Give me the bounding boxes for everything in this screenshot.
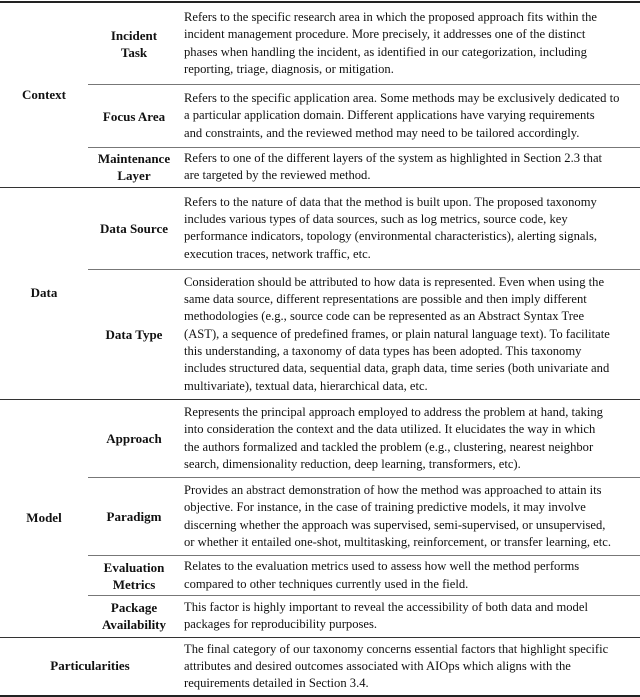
description-line: includes various types of data sources, such as log metrics, source code, key [184, 211, 568, 226]
description-line: objective. For instance, in the case of training predictive models, it may involve [184, 500, 586, 515]
description-line: Provides an abstract demonstration of how the method was approached to attain its [184, 483, 602, 498]
description-line: discerning whether the approach was supervised, semi-supervised, or unsupervised, [184, 517, 606, 532]
subcategory-cell [88, 478, 180, 556]
subcategory-label: Layer [117, 168, 151, 184]
table-row [0, 148, 640, 188]
description-line: Relates to the evaluation metrics used to assess how well the method performs [184, 559, 580, 574]
subcategory-label: Task [120, 44, 148, 60]
description-line: Refers to one of the different layers of the system as highlighted in Section 2.3 that [184, 151, 603, 166]
description-line: Refers to the nature of data that the method is built upon. The proposed taxonomy [184, 194, 597, 209]
category-cell: Context [21, 86, 67, 102]
taxonomy-table [0, 1, 640, 697]
subcategory-cell [88, 85, 180, 148]
description-cell [180, 269, 640, 399]
description-line: this understanding, a taxonomy of data types has been adopted. This taxonomy [184, 344, 582, 359]
description-cell [180, 399, 640, 477]
table-row [0, 556, 640, 596]
description-line: and constraints, and the reviewed method may need to be tailored accordingly. [184, 125, 580, 140]
table-row [0, 399, 640, 477]
table-row [0, 595, 640, 637]
description-cell [180, 2, 640, 85]
description-cell [180, 85, 640, 148]
description-line: Represents the principal approach employed to address the problem at hand, taking [184, 404, 603, 419]
subcategory-label: Data Source [99, 220, 168, 236]
description-cell [180, 187, 640, 269]
description-line: compared to other techniques currently used in the field. [184, 576, 469, 591]
description-cell [180, 595, 640, 637]
subcategory-label: Incident [110, 27, 158, 43]
description-line: This factor is highly important to reveal the accessibility of both data and model [184, 599, 588, 614]
description-line: packages for reproducibility purposes. [184, 617, 378, 632]
description-line: reporting, triage, diagnosis, or mitigation. [184, 61, 394, 76]
description-line: into consideration the context and the data utilized. It elucidates the way in which [184, 422, 596, 437]
subcategory-label: Metrics [112, 576, 156, 592]
description-line: attributes and desired outcomes associated with AIOps which aligns with the [184, 658, 571, 673]
subcategory-cell [88, 148, 180, 188]
category-cell: Particularities [0, 637, 180, 696]
subcategory-label: Approach [106, 431, 162, 447]
subcategory-cell [88, 269, 180, 399]
description-line: search, dimensionality reduction, deep learning, transformers, etc). [184, 456, 521, 471]
description-line: includes structured data, sequential data, graph data, time series (both univariate and [184, 361, 610, 376]
subcategory-label: Maintenance [97, 151, 171, 167]
description-line: requirements detailed in Section 3.4. [184, 676, 369, 691]
category-cell: Model [0, 399, 88, 637]
description-line: same data source, different representations are possible and then imply different [184, 292, 587, 307]
subcategory-cell [88, 595, 180, 637]
description-line: are targeted by the reviewed method. [184, 168, 371, 183]
subcategory-label: Focus Area [102, 108, 166, 124]
description-line: methodologies (e.g., source code can be represented as an Abstract Syntax Tree [184, 309, 585, 324]
subcategory-label: Paradigm [106, 509, 162, 525]
description-line: performance indicators, topology (environmental characteristics), alerting signals, [184, 229, 597, 244]
description-cell [180, 478, 640, 556]
description-line: execution traces, network traffic, etc. [184, 246, 371, 261]
description-line: multivariate), textual data, hierarchical data, etc. [184, 378, 428, 393]
subcategory-cell [88, 399, 180, 477]
table-row [0, 637, 640, 696]
subcategory-label: Data Type [105, 326, 163, 342]
description-line: Refers to the specific research area in which the proposed approach fits within the [184, 10, 597, 24]
description-line: Refers to the specific application area. Some methods may be exclusively dedicated to [184, 91, 620, 106]
description-line: (AST), a sequence of predefined frames, or plain natural language text). To facilitate [184, 326, 610, 341]
description-cell [180, 637, 640, 696]
table-row [0, 2, 640, 85]
description-line: Consideration should be attributed to how data is represented. Even when using the [184, 274, 605, 289]
table-row [0, 269, 640, 399]
subcategory-label: Availability [101, 617, 167, 633]
subcategory-label: Evaluation [103, 559, 165, 575]
description-cell [180, 148, 640, 188]
description-line: a particular application domain. Different applications have varying requirements [184, 108, 595, 123]
description-line: The final category of our taxonomy concerns essential factors that highlight specific [184, 641, 609, 656]
table-row [0, 85, 640, 148]
category-cell: Data [0, 187, 88, 399]
subcategory-cell [88, 187, 180, 269]
description-line: incident management procedure. More precisely, it addresses one of the distinct [184, 27, 586, 42]
subcategory-label: Package [110, 600, 158, 616]
table-row [0, 187, 640, 269]
description-line: the authors formalized and tackled the problem (e.g., clustering, nearest neighbor [184, 439, 594, 454]
description-line: or whether it entailed one-shot, multitasking, reinforcement, or transfer learning, etc. [184, 535, 611, 550]
subcategory-cell [88, 2, 180, 85]
subcategory-cell [88, 556, 180, 596]
description-line: phases when handling the incident, as identified in our categorization, including [184, 44, 587, 59]
table-row [0, 478, 640, 556]
description-cell [180, 556, 640, 596]
